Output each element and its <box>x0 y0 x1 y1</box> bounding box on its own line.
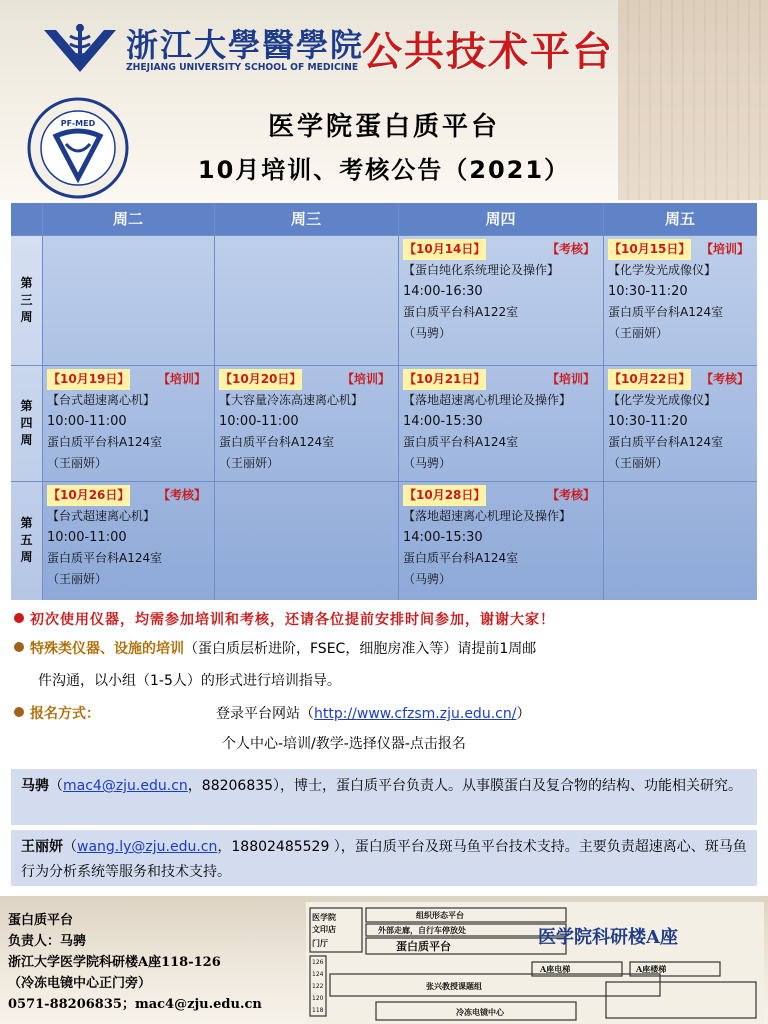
map-label: A座楼梯 <box>636 964 667 974</box>
map-label: A座电梯 <box>540 964 571 974</box>
page-title: 医学院蛋白质平台 <box>267 112 500 142</box>
emblem-abbr: PF-MED <box>60 119 96 128</box>
session-time: 10:30-11:20 <box>608 414 688 429</box>
day-header: 周二 <box>42 203 214 235</box>
session-instrument: 【落地超速离心机理论及操作】 <box>403 509 572 523</box>
poster-header <box>0 0 768 200</box>
session-room: 蛋白质平台科A124室 <box>608 435 724 449</box>
map-label: 120 <box>312 995 324 1002</box>
session-type: 【考核】 <box>546 488 595 502</box>
session-type: 【考核】 <box>546 242 595 256</box>
session-room: 蛋白质平台科A122室 <box>403 305 519 319</box>
session-room: 蛋白质平台科A124室 <box>47 435 163 449</box>
week-label <box>11 235 42 365</box>
bio-text: ，88206835），博士，蛋白质平台负责人。从事膜蛋白及复合物的结构、功能相关研究。 <box>187 778 743 794</box>
session-room: 蛋白质平台科A124室 <box>47 551 163 565</box>
map-label: 124 <box>312 971 324 978</box>
bio-email-link[interactable]: mac4@zju.edu.cn <box>63 778 188 794</box>
bio-text: ，18802485529 ），蛋白质平台及斑马鱼平台技术支持。主要负责超速离心、斑马鱼行为分析系统等服务和技术支持。 <box>21 839 747 880</box>
week-label-char: 第 <box>20 516 33 530</box>
schedule-session <box>42 481 214 600</box>
session-date: 【10月19日】 <box>47 369 130 390</box>
session-date: 【10月20日】 <box>219 369 302 390</box>
session-person: （马骋） <box>403 572 452 586</box>
signup-prefix: 登录平台网站（ <box>216 706 314 722</box>
week-label-char: 五 <box>20 533 33 547</box>
contact-line: 浙江大学医学院科研楼A座118-126 <box>8 955 221 970</box>
map-label: 医学院 <box>312 912 336 922</box>
bio-name: 王丽妍 <box>21 839 63 855</box>
week-label-char: 周 <box>20 550 33 564</box>
session-time: 10:00-11:00 <box>219 414 299 429</box>
table-corner <box>11 203 42 235</box>
schedule-empty-cell <box>214 235 398 365</box>
notice-special-text-2: 件沟通，以小组（1-5人）的形式进行培训指导。 <box>38 673 341 689</box>
contact-line: （冷冻电镜中心正门旁） <box>8 976 152 991</box>
session-person: （王丽妍） <box>608 456 669 470</box>
notice-first-use <box>14 607 754 633</box>
signup-suffix: ） <box>516 706 531 722</box>
session-person: （王丽妍） <box>219 456 280 470</box>
session-header <box>608 239 757 260</box>
schedule-session <box>603 235 757 365</box>
session-person: （王丽妍） <box>47 456 108 470</box>
notice-special-text: （蛋白质层析进阶，FSEC，细胞房准入等）请提前1周邮 <box>184 641 537 657</box>
bio-email-link[interactable]: wang.ly@zju.edu.cn <box>77 839 218 855</box>
session-type: 【培训】 <box>341 372 390 386</box>
session-person: （王丽妍） <box>608 326 669 340</box>
session-header <box>403 369 603 390</box>
building-label: 医学院科研楼A座 <box>538 927 678 948</box>
session-instrument: 【落地超速离心机理论及操作】 <box>403 393 572 407</box>
session-time: 14:00-16:30 <box>403 284 483 299</box>
grid-line <box>11 235 757 236</box>
session-room: 蛋白质平台科A124室 <box>219 435 335 449</box>
session-date: 【10月28日】 <box>403 485 486 506</box>
session-header <box>219 369 398 390</box>
notice-special-highlight: 特殊类仪器、设施的培训 <box>30 641 184 657</box>
week-label <box>11 365 42 481</box>
day-header: 周三 <box>214 203 398 235</box>
signup-url-link[interactable]: http://www.cfzsm.zju.edu.cn/ <box>314 706 517 722</box>
week-label-char: 三 <box>20 292 33 307</box>
session-instrument: 【化学发光成像仪】 <box>608 263 717 277</box>
bullet-brown-icon <box>14 707 24 717</box>
session-date: 【10月21日】 <box>403 369 486 390</box>
bullet-red-icon <box>14 613 24 623</box>
session-instrument: 【台式超速离心机】 <box>47 393 156 407</box>
map-label: 蛋白质平台 <box>396 940 451 953</box>
notice-signup <box>14 701 754 757</box>
session-date: 【10月26日】 <box>47 485 130 506</box>
map-label: 张兴教授课题组 <box>426 981 482 991</box>
day-header: 周五 <box>603 203 757 235</box>
map-label: 126 <box>312 959 324 966</box>
week-label-char: 周 <box>20 432 33 447</box>
session-header <box>403 239 603 260</box>
session-room: 蛋白质平台科A124室 <box>403 435 519 449</box>
session-type: 【培训】 <box>546 372 595 386</box>
session-header <box>47 485 214 506</box>
contact-info <box>8 910 262 1015</box>
map-label: 组织形态平台 <box>416 910 464 920</box>
bullet-brown-icon <box>14 642 24 652</box>
signup-label: 报名方式： <box>30 706 100 722</box>
day-header: 周四 <box>398 203 603 235</box>
session-person: （马骋） <box>403 456 452 470</box>
session-header <box>403 485 603 506</box>
session-type: 【考核】 <box>700 372 749 386</box>
school-name-cn: 浙江大學醫學院 <box>126 26 365 64</box>
page-subtitle: 10月培训、考核公告（2021） <box>197 156 571 184</box>
session-time: 14:00-15:30 <box>403 530 483 545</box>
contact-line: 负责人：马骋 <box>8 934 87 949</box>
map-label: 文印店 <box>312 924 336 934</box>
map-label: 118 <box>312 1007 324 1014</box>
grid-line <box>11 365 757 366</box>
map-label: 122 <box>312 983 324 990</box>
notice-special-training <box>14 636 754 694</box>
grid-line <box>398 203 399 600</box>
week-label <box>11 481 42 600</box>
schedule-session <box>398 481 603 600</box>
schedule-session <box>214 365 398 481</box>
schedule-empty-cell <box>214 481 398 600</box>
school-name-en: ZHEJIANG UNIVERSITY SCHOOL OF MEDICINE <box>126 62 359 73</box>
session-time: 10:00-11:00 <box>47 414 127 429</box>
session-type: 【培训】 <box>157 372 206 386</box>
contact-line: 0571-88206835；mac4@zju.edu.cn <box>8 997 262 1012</box>
session-date: 【10月14日】 <box>403 239 486 260</box>
week-label-char: 四 <box>20 415 33 430</box>
bio-wang-liyan: 王丽妍（wang.ly@zju.edu.cn，18802485529 ），蛋白质平台及斑马鱼平台技术支持。主要负责超速离心、斑马鱼行为分析系统等服务和技术支持。 <box>11 830 757 886</box>
week-label-char: 第 <box>20 398 33 413</box>
session-instrument: 【台式超速离心机】 <box>47 509 156 523</box>
map-label: 外部走廊，自行车停放处 <box>378 925 466 935</box>
session-instrument: 【大容量冷冻高速离心机】 <box>219 393 364 407</box>
floor-map <box>306 902 764 1024</box>
session-instrument: 【蛋白纯化系统理论及操作】 <box>403 263 560 277</box>
session-date: 【10月22日】 <box>608 369 691 390</box>
schedule-table <box>11 203 757 600</box>
schedule-session <box>398 235 603 365</box>
session-type: 【培训】 <box>700 242 749 256</box>
map-label: 冷冻电镜中心 <box>456 1007 504 1017</box>
session-time: 10:30-11:20 <box>608 284 688 299</box>
session-instrument: 【化学发光成像仪】 <box>608 393 717 407</box>
schedule-session <box>42 365 214 481</box>
schedule-session <box>603 365 757 481</box>
bio-ma-cheng: 马骋（mac4@zju.edu.cn，88206835），博士，蛋白质平台负责人。从事膜蛋白及复合物的结构、功能相关研究。 <box>11 769 757 825</box>
session-time: 10:00-11:00 <box>47 530 127 545</box>
platform-title: 公共技术平台 <box>362 29 614 75</box>
session-person: （王丽妍） <box>47 572 108 586</box>
university-logo-icon <box>40 22 120 76</box>
session-room: 蛋白质平台科A124室 <box>403 551 519 565</box>
bio-name: 马骋 <box>21 778 49 794</box>
week-label-char: 周 <box>20 309 33 324</box>
map-label: 门厅 <box>312 938 328 948</box>
session-header <box>608 369 757 390</box>
session-person: （马骋） <box>403 326 452 340</box>
session-header <box>47 369 214 390</box>
grid-line <box>42 203 43 600</box>
schedule-empty-cell <box>42 235 214 365</box>
signup-steps: 个人中心-培训/教学-选择仪器-点击报名 <box>222 736 466 752</box>
grid-line <box>214 203 215 600</box>
contact-line: 蛋白质平台 <box>8 913 74 928</box>
grid-line <box>603 203 604 600</box>
grid-line <box>11 481 757 482</box>
week-label-char: 第 <box>20 275 33 290</box>
schedule-empty-cell <box>603 481 757 600</box>
notice-first-use-text: 初次使用仪器，均需参加培训和考核，还请各位提前安排时间参加，谢谢大家！ <box>30 612 555 628</box>
session-date: 【10月15日】 <box>608 239 691 260</box>
session-room: 蛋白质平台科A124室 <box>608 305 724 319</box>
session-time: 14:00-15:30 <box>403 414 483 429</box>
schedule-session <box>398 365 603 481</box>
session-type: 【考核】 <box>157 488 206 502</box>
